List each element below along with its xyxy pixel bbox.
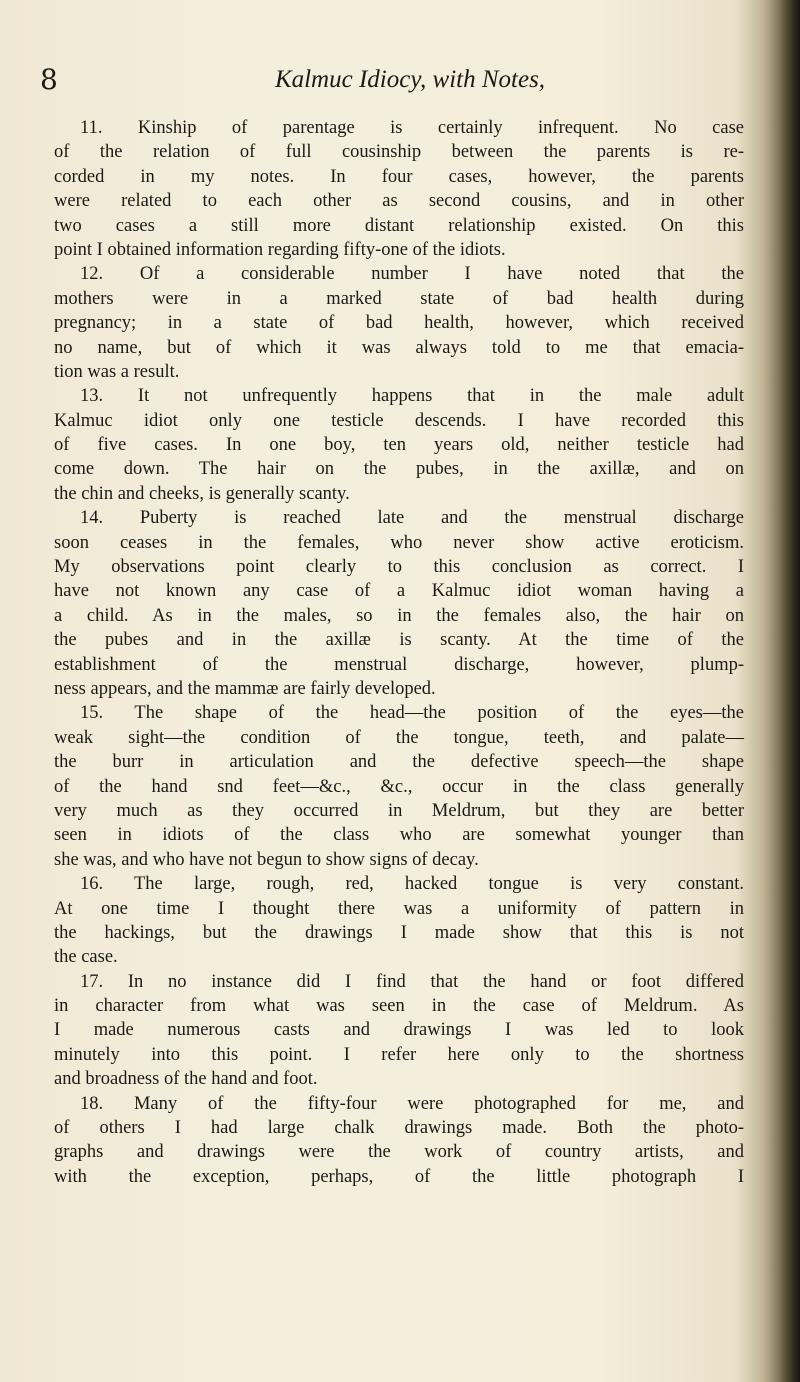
text-line: the hackings, but the drawings I made show that this is not xyxy=(54,922,744,943)
text-line: 16. The large, rough, red, hacked tongue is very constant. xyxy=(80,874,744,895)
text-line: seen in idiots of the class who are somewhat younger than xyxy=(54,825,744,846)
text-line: minutely into this point. I refer here only to the shortness xyxy=(54,1044,744,1065)
body-text xyxy=(54,116,744,1189)
text-line: and broadness of the hand and foot. xyxy=(54,1069,318,1090)
text-line: 14. Puberty is reached late and the menstrual discharge xyxy=(80,508,744,529)
text-line: Kalmuc idiot only one testicle descends. I have recorded this xyxy=(54,410,744,431)
text-line: I made numerous casts and drawings I was led to look xyxy=(54,1020,744,1041)
text-line: in character from what was seen in the case of Meldrum. As xyxy=(54,996,744,1017)
text-line: corded in my notes. In four cases, however, the parents xyxy=(54,166,744,187)
text-line: of the hand snd feet—&c., &c., occur in the class generally xyxy=(54,776,744,797)
text-line: two cases a still more distant relationship existed. On this xyxy=(54,215,744,236)
text-line: 15. The shape of the head—the position of the eyes—the xyxy=(80,703,744,724)
text-line: the chin and cheeks, is generally scanty. xyxy=(54,483,350,504)
spine-shadow xyxy=(762,0,800,1382)
text-line: ness appears, and the mammæ are fairly developed. xyxy=(54,678,436,699)
text-line: of five cases. In one boy, ten years old, neither testicle had xyxy=(54,435,744,456)
text-line: the burr in articulation and the defective speech—the shape xyxy=(54,752,744,773)
text-line: come down. The hair on the pubes, in the axillæ, and on xyxy=(54,459,744,480)
text-line: with the exception, perhaps, of the little photograph I xyxy=(54,1166,744,1187)
text-line: My observations point clearly to this conclusion as correct. I xyxy=(54,557,744,578)
text-line: At one time I thought there was a uniformity of pattern in xyxy=(54,898,744,919)
page-header xyxy=(40,60,740,100)
text-line: 12. Of a considerable number I have noted that the xyxy=(80,264,744,285)
running-head: Kalmuc Idiocy, with Notes, xyxy=(274,66,546,93)
text-line: of the relation of full cousinship between the parents is re- xyxy=(54,142,744,163)
text-line: establishment of the menstrual discharge, however, plump- xyxy=(54,654,744,675)
text-line: mothers were in a marked state of bad health during xyxy=(54,288,744,309)
text-line: she was, and who have not begun to show signs of decay. xyxy=(54,849,479,870)
text-line: have not known any case of a Kalmuc idiot woman having a xyxy=(54,581,744,602)
text-line: very much as they occurred in Meldrum, but they are better xyxy=(54,800,744,821)
text-line: pregnancy; in a state of bad health, however, which received xyxy=(54,313,744,334)
text-line: of others I had large chalk drawings made. Both the photo- xyxy=(54,1118,744,1139)
text-line: weak sight—the condition of the tongue, teeth, and palate— xyxy=(54,727,744,748)
text-line: the pubes and in the axillæ is scanty. At the time of the xyxy=(54,630,744,651)
text-line: graphs and drawings were the work of country artists, and xyxy=(54,1142,744,1163)
text-line: soon ceases in the females, who never show active eroticism. xyxy=(54,532,744,553)
text-line: 11. Kinship of parentage is certainly infrequent. No case xyxy=(80,118,744,138)
text-line: the case. xyxy=(54,947,118,968)
page-number: 8 xyxy=(40,63,58,96)
text-line: were related to each other as second cousins, and in other xyxy=(54,191,744,212)
text-line: 13. It not unfrequently happens that in the male adult xyxy=(80,386,744,407)
text-line: point I obtained information regarding fifty-one of the idiots. xyxy=(54,239,506,260)
text-line: no name, but of which it was always told to me that emacia- xyxy=(54,337,744,358)
text-line: tion was a result. xyxy=(54,361,180,382)
text-line: 18. Many of the fifty-four were photographed for me, and xyxy=(80,1093,744,1114)
text-line: a child. As in the males, so in the females also, the hair on xyxy=(54,605,744,626)
text-line: 17. In no instance did I find that the hand or foot differed xyxy=(80,971,744,992)
